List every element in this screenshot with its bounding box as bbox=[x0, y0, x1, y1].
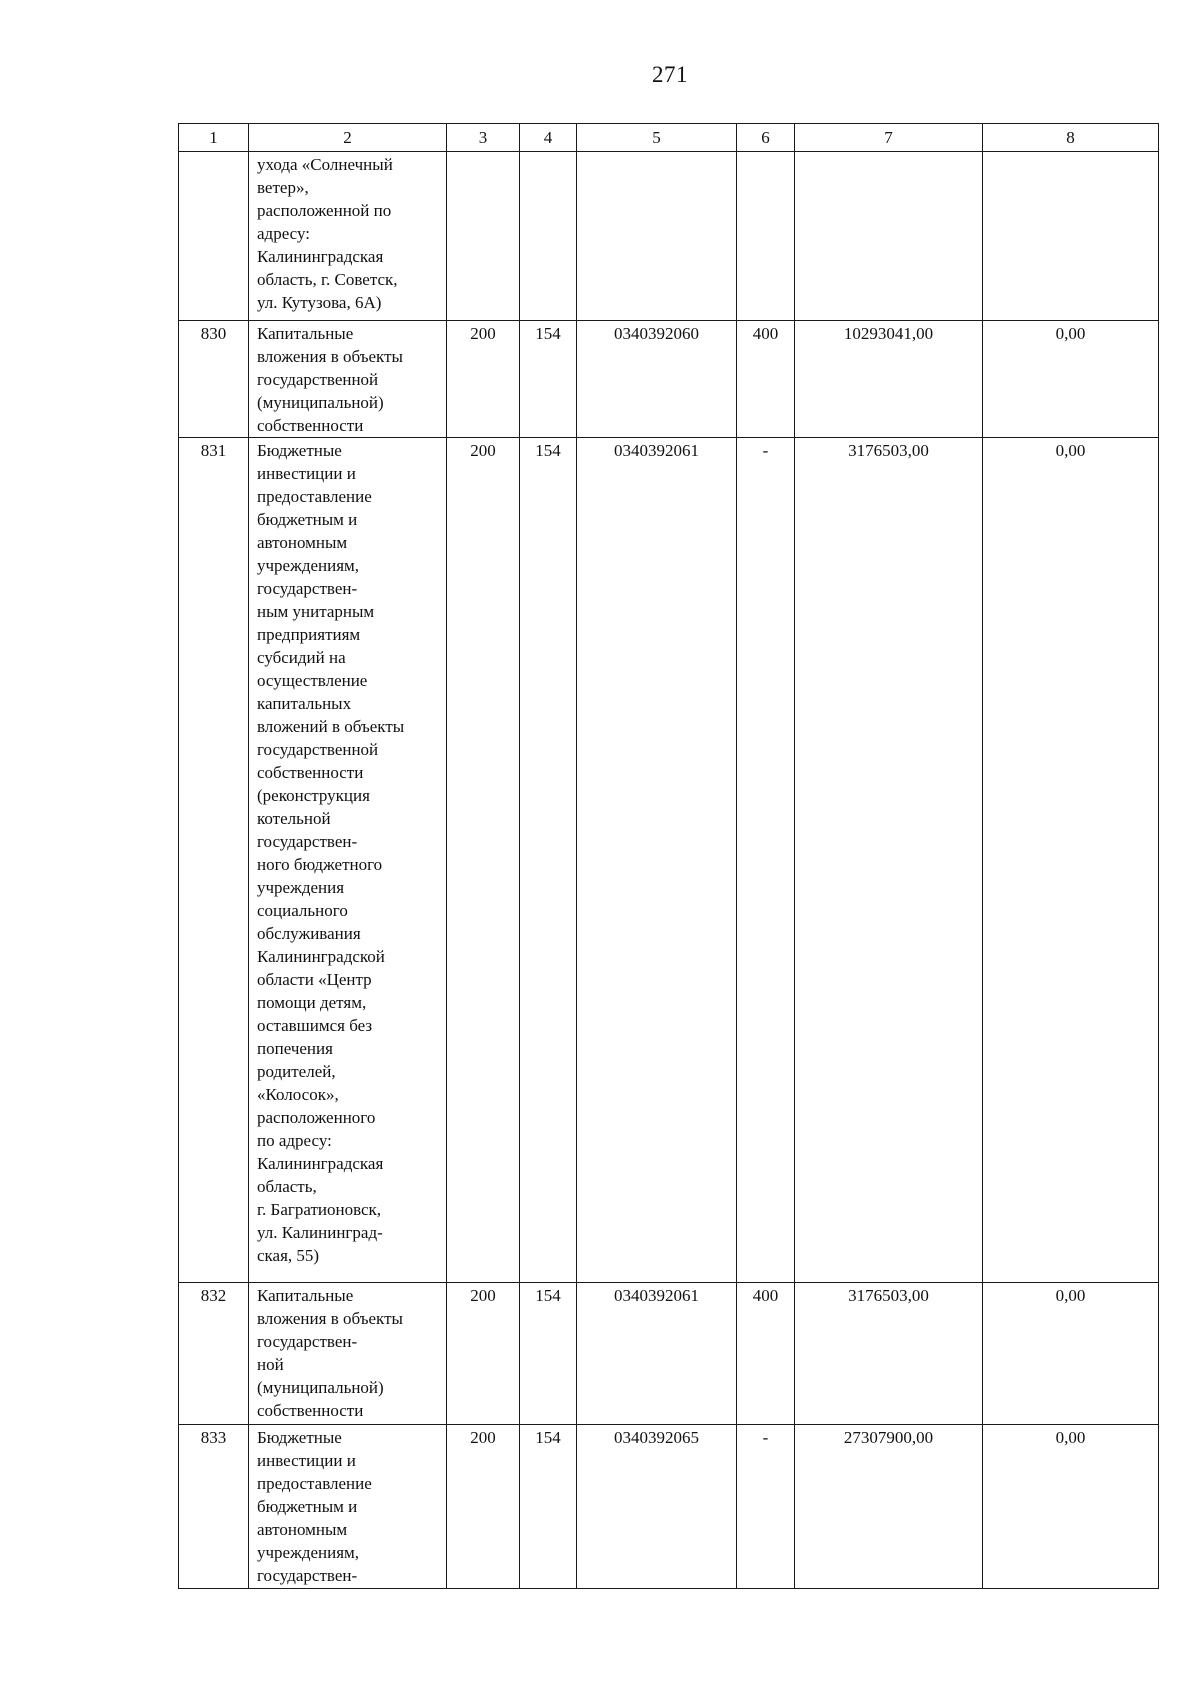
description-line: инвестиции и bbox=[257, 464, 356, 483]
row-number: 830 bbox=[179, 321, 249, 438]
description-line: оставшимся без bbox=[257, 1016, 373, 1035]
cell-col7: 3176503,00 bbox=[795, 438, 983, 1283]
cell-col8: 0,00 bbox=[983, 1425, 1159, 1589]
description-line: Капитальные bbox=[257, 1286, 354, 1305]
cell-col7: 3176503,00 bbox=[795, 1283, 983, 1425]
description-line: государствен- bbox=[257, 832, 358, 851]
description-line: ного бюджетного bbox=[257, 855, 383, 874]
cell-col5 bbox=[577, 152, 737, 321]
description-line: осуществление bbox=[257, 671, 368, 690]
column-header: 3 bbox=[447, 124, 520, 152]
description-line: автономным bbox=[257, 533, 348, 552]
description-line: социального bbox=[257, 901, 348, 920]
description-line: адресу: bbox=[257, 224, 310, 243]
row-number: 833 bbox=[179, 1425, 249, 1589]
table-row bbox=[179, 438, 1159, 1283]
cell-col3 bbox=[447, 152, 520, 321]
cell-col8: 0,00 bbox=[983, 1283, 1159, 1425]
row-description bbox=[249, 1425, 447, 1589]
description-line: автономным bbox=[257, 1520, 348, 1539]
cell-col7: 10293041,00 bbox=[795, 321, 983, 438]
description-line: Калининградской bbox=[257, 947, 385, 966]
description-line: учреждениям, bbox=[257, 556, 360, 575]
description-line: предоставление bbox=[257, 487, 372, 506]
column-header: 6 bbox=[737, 124, 795, 152]
table-row bbox=[179, 321, 1159, 438]
cell-col6: 400 bbox=[737, 321, 795, 438]
row-number: 831 bbox=[179, 438, 249, 1283]
description-line: вложения в объекты bbox=[257, 1309, 403, 1328]
cell-col8 bbox=[983, 152, 1159, 321]
row-number: 832 bbox=[179, 1283, 249, 1425]
column-header: 2 bbox=[249, 124, 447, 152]
description-line: вложений в объекты bbox=[257, 717, 405, 736]
description-line: г. Багратионовск, bbox=[257, 1200, 382, 1219]
row-description bbox=[249, 438, 447, 1283]
description-line: попечения bbox=[257, 1039, 333, 1058]
description-line: (муниципальной) bbox=[257, 1378, 384, 1397]
table-row bbox=[179, 1425, 1159, 1589]
cell-col4 bbox=[520, 152, 577, 321]
cell-col6: 400 bbox=[737, 1283, 795, 1425]
description-line: области «Центр bbox=[257, 970, 372, 989]
description-line: (реконструкция bbox=[257, 786, 370, 805]
description-line: капитальных bbox=[257, 694, 352, 713]
description-line: государственной bbox=[257, 370, 379, 389]
row-description bbox=[249, 152, 447, 321]
description-line: Капитальные bbox=[257, 324, 354, 343]
description-line: собственности bbox=[257, 1401, 364, 1420]
description-line: государственной bbox=[257, 740, 379, 759]
cell-col4: 154 bbox=[520, 438, 577, 1283]
description-line: государствен- bbox=[257, 1332, 358, 1351]
cell-col4: 154 bbox=[520, 1283, 577, 1425]
description-line: ным унитарным bbox=[257, 602, 375, 621]
cell-col8: 0,00 bbox=[983, 321, 1159, 438]
cell-col7 bbox=[795, 152, 983, 321]
description-line: Калининградская bbox=[257, 247, 384, 266]
description-line: Бюджетные bbox=[257, 1428, 342, 1447]
description-line: ская, 55) bbox=[257, 1246, 320, 1265]
cell-col7: 27307900,00 bbox=[795, 1425, 983, 1589]
description-line: Бюджетные bbox=[257, 441, 342, 460]
description-line: государствен- bbox=[257, 1566, 358, 1585]
description-line: государствен- bbox=[257, 579, 358, 598]
description-line: область, г. Советск, bbox=[257, 270, 398, 289]
cell-col3: 200 bbox=[447, 438, 520, 1283]
description-line: ухода «Солнечный bbox=[257, 155, 393, 174]
description-line: учреждения bbox=[257, 878, 345, 897]
column-header: 8 bbox=[983, 124, 1159, 152]
table-header-row bbox=[179, 124, 1159, 152]
description-line: инвестиции и bbox=[257, 1451, 356, 1470]
column-header: 5 bbox=[577, 124, 737, 152]
description-line: область, bbox=[257, 1177, 317, 1196]
cell-col8: 0,00 bbox=[983, 438, 1159, 1283]
description-line: родителей, bbox=[257, 1062, 336, 1081]
description-line: котельной bbox=[257, 809, 331, 828]
budget-table bbox=[178, 123, 1159, 1589]
description-line: (муниципальной) bbox=[257, 393, 384, 412]
description-line: ул. Кутузова, 6А) bbox=[257, 293, 382, 312]
cell-col4: 154 bbox=[520, 321, 577, 438]
cell-col5: 0340392061 bbox=[577, 1283, 737, 1425]
description-line: бюджетным и bbox=[257, 510, 358, 529]
description-line: обслуживания bbox=[257, 924, 361, 943]
cell-col3: 200 bbox=[447, 1425, 520, 1589]
row-number bbox=[179, 152, 249, 321]
cell-col6: - bbox=[737, 438, 795, 1283]
description-line: Калининградская bbox=[257, 1154, 384, 1173]
description-line: расположенной по bbox=[257, 201, 392, 220]
row-description bbox=[249, 1283, 447, 1425]
cell-col4: 154 bbox=[520, 1425, 577, 1589]
description-line: ул. Калининград- bbox=[257, 1223, 383, 1242]
column-header: 7 bbox=[795, 124, 983, 152]
table-row bbox=[179, 1283, 1159, 1425]
column-header: 1 bbox=[179, 124, 249, 152]
description-line: собственности bbox=[257, 763, 364, 782]
description-line: предоставление bbox=[257, 1474, 372, 1493]
description-line: предприятиям bbox=[257, 625, 361, 644]
description-line: учреждениям, bbox=[257, 1543, 360, 1562]
cell-col3: 200 bbox=[447, 321, 520, 438]
cell-col6: - bbox=[737, 1425, 795, 1589]
cell-col6 bbox=[737, 152, 795, 321]
description-line: помощи детям, bbox=[257, 993, 367, 1012]
page-number: 271 bbox=[652, 62, 688, 87]
description-line: вложения в объекты bbox=[257, 347, 403, 366]
description-line: собственности bbox=[257, 416, 364, 435]
description-line: по адресу: bbox=[257, 1131, 332, 1150]
description-line: субсидий на bbox=[257, 648, 346, 667]
description-line: ной bbox=[257, 1355, 284, 1374]
cell-col5: 0340392061 bbox=[577, 438, 737, 1283]
description-line: ветер», bbox=[257, 178, 309, 197]
cell-col3: 200 bbox=[447, 1283, 520, 1425]
description-line: бюджетным и bbox=[257, 1497, 358, 1516]
description-line: расположенного bbox=[257, 1108, 376, 1127]
cell-col5: 0340392065 bbox=[577, 1425, 737, 1589]
description-line: «Колосок», bbox=[257, 1085, 339, 1104]
column-header: 4 bbox=[520, 124, 577, 152]
cell-col5: 0340392060 bbox=[577, 321, 737, 438]
row-description bbox=[249, 321, 447, 438]
table-row bbox=[179, 152, 1159, 321]
